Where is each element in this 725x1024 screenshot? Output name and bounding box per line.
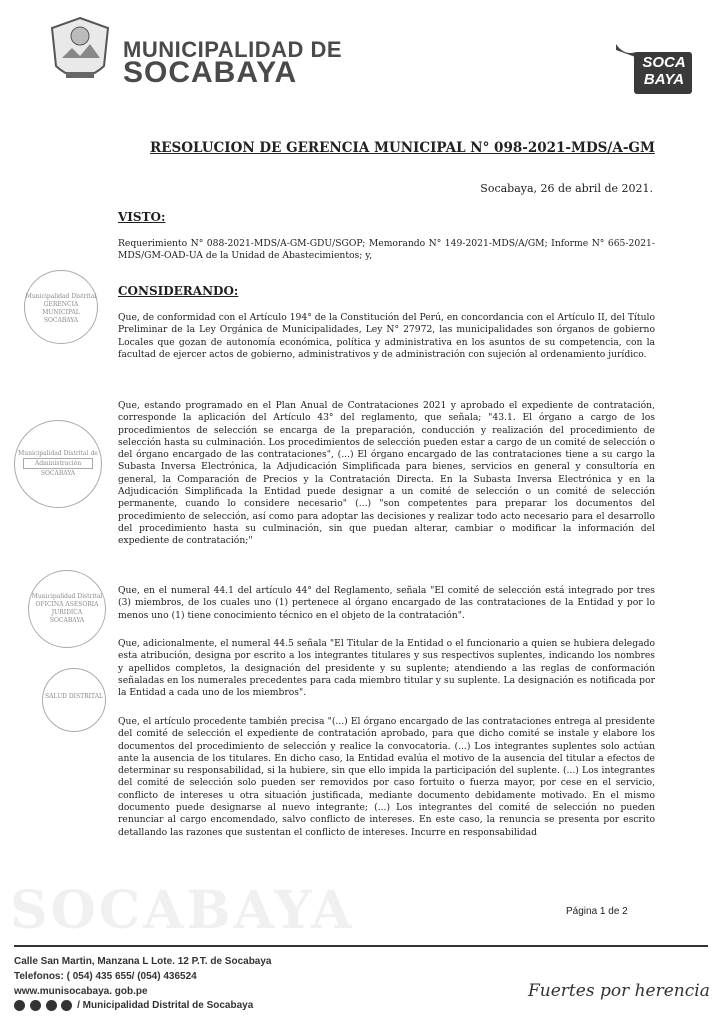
resolution-title: RESOLUCION DE GERENCIA MUNICIPAL N° 098-2021-MDS/A-GM [150,140,655,156]
stamp-3-line-1: Municipalidad Distrital [31,593,103,600]
paragraph-1: Que, de conformidad con el Artículo 194° de la Constitución del Perú, en concordancia con el Artículo II, del Título Preliminar de la Ley Orgánica de Municipalidades, Ley N° 27972, las municipalidades son órganos de gobierno Locales que gozan de autonomía económica, política y administrativa en los asuntos de su competencia, con la facultad de ejercer actos de gobierno, administrativos y de administración con sujeción al ordenamiento jurídico. [118,312,655,360]
stamp-3-line-2: OFICINA ASESORIA JURIDICA [35,601,99,616]
header-municipality-line1: MUNICIPALIDAD DE [123,37,343,62]
footer-social [14,1000,253,1011]
paragraph-4: Que, adicionalmente, el numeral 44.5 señala "El Titular de la Entidad o el funcionario a quien se hubiera delegado esta atribución, designa por escrito a los integrantes titulares y sus respectivos suplentes, indicando los nombres y apellidos completos, la designación del presidente y su suplente; atendiendo a las reglas de conformación señaladas en los numerales precedentes para cada miembro titular y su suplente. La designación es notificada por la Entidad a cada uno de los miembros". [118,638,655,699]
document-date: Socabaya, 26 de abril de 2021. [480,182,653,195]
brand-logo-line2: BAYA [643,71,685,88]
brand-logo-line1: SOCA [642,54,686,71]
salud-distrital-stamp [42,668,106,732]
footer-social-text: / Municipalidad Distrital de Socabaya [77,1000,254,1012]
watermark: SOCABAYA [10,880,355,941]
stamp-2-line-2: Administración [23,458,93,469]
facebook-icon [14,1000,25,1011]
footer-phones: Telefonos: ( 054) 435 655/ (054) 436524 [14,971,197,982]
paragraph-5: Que, el artículo procedente también precisa "(...) El órgano encargado de las contrataciones entrega al presidente del comité de selección el expediente de contratación aprobado, para que dicho comité se instale y elabore los documentos del procedimiento de selección y realice la convocatoria. (...) Los integrantes suplentes solo actúan ante la ausencia de los titulares. En dicho caso, la Entidad evalúa el motivo de la ausencia del titular a efectos de determinar su responsabilidad, si la hubiere, sin que ello impida la participación del suplente. (...) Los integrantes del comité de selección solo pueden ser removidos por caso fortuito o fuerza mayor, por cese en el servicio, conflicto de intereses u otra situación justificada, mediante documento debidamente motivado. En el mismo documento puede designarse al nuevo integrante; (...) Los integrantes del comité de selección no pueden renunciar al cargo encomendado, salvo conflicto de intereses. En este caso, la renuncia se presenta por escrito detallando las razones que sustentan el conflicto de intereses. Incurre en responsabilidad [118,716,655,838]
stamp-1-line-3: SOCABAYA [43,317,79,324]
paragraph-2: Que, estando programado en el Plan Anual de Contrataciones 2021 y aprobado el expediente de contratación, corresponde la aplicación del Artículo 43° del reglamento, que señala; "43.1. El órgano a cargo de los procedimientos de selección se encarga de la preparación, conducción y realización del procedimiento de selección hasta su culminación. Los procedimientos de selección pueden estar a cargo de un comité de selección o del órgano encargado de las contrataciones", (...) El órgano encargado de las contrataciones tiene a su cargo la Subasta Inversa Electrónica, la Adjudicación Simplificada para bienes, servicios en general y consultoría en general, la Comparación de Precios y la Contratación Directa. En la Subasta Inversa Electrónica y en la Adjudicación Simplificada la Entidad puede designar a un comité de selección o un comité de selección permanente, cuando lo considere necesario" (...) "son competentes para preparar los documentos del procedimiento de selección, así como para adoptar las decisiones y realizar todo acto necesario para el desarrollo del procedimiento hasta su culminación, sin que puedan alterar, cambiar o modificar la información del expediente de contratación;" [118,400,655,547]
stamp-4-line-1: SALUD DISTRITAL [44,693,104,700]
paragraph-3: Que, en el numeral 44.1 del artículo 44° del Reglamento, señala "El comité de selección está integrado por tres (3) miembros, de los cuales uno (1) pertenece al órgano encargado de las contrataciones de la Entidad y por lo menos uno (1) tiene conocimiento técnico en el objeto de la contratación". [118,585,655,621]
youtube-icon [61,1000,72,1011]
header-municipality-line2: SOCABAYA [123,56,298,89]
socabaya-brand-logo [612,38,696,96]
administracion-stamp [14,420,102,508]
footer-divider [14,945,708,947]
stamp-1-line-2: GERENCIA MUNICIPAL [42,301,80,316]
visto-text: Requerimiento N° 088-2021-MDS/A-GM-GDU/SGOP; Memorando N° 149-2021-MDS/A/GM; Informe N° 665-2021-MDS/GM-OAD-UA de la Unidad de Abastecimientos; y, [118,238,655,262]
gerencia-municipal-stamp [24,270,98,344]
footer-slogan: Fuertes por herencia [528,981,710,1001]
stamp-2-line-3: SOCABAYA [40,470,76,477]
municipal-crest [46,14,114,90]
visto-heading: VISTO: [118,210,166,224]
page-number: Página 1 de 2 [566,906,628,917]
stamp-2-line-1: Municipalidad Distrital de [18,450,98,457]
stamp-3-line-3: SOCABAYA [49,617,85,624]
instagram-icon [30,1000,41,1011]
footer-website: www.munisocabaya. gob.pe [14,986,148,997]
stamp-1-line-1: Municipalidad Distrital [25,293,97,300]
asesoria-juridica-stamp [28,570,106,648]
footer-address: Calle San Martin, Manzana L Lote. 12 P.T. de Socabaya [14,956,272,967]
considerando-heading: CONSIDERANDO: [118,284,239,298]
twitter-icon [46,1000,57,1011]
